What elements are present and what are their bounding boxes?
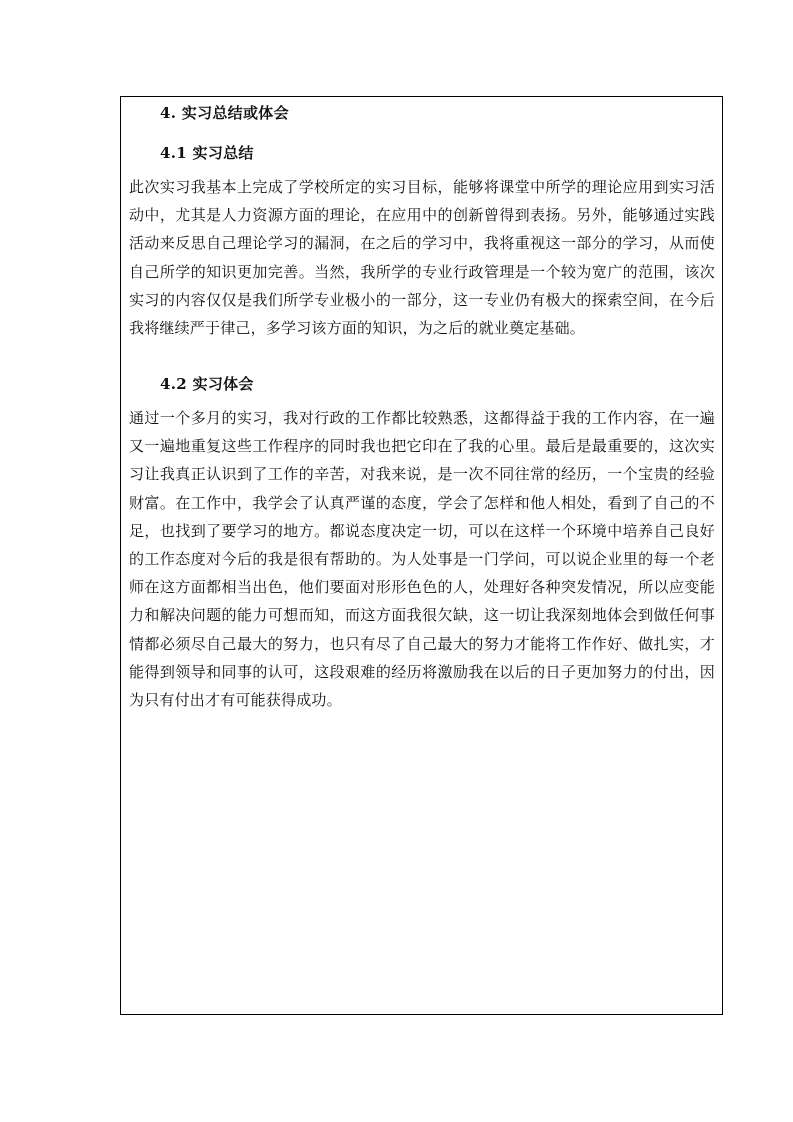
subsection-reflection-title: 4.2 实习体会 xyxy=(160,375,254,393)
subsection-summary-body: 此次实习我基本上完成了学校所定的实习目标，能够将课堂中所学的理论应用到实习活动中，尤其是人力资源方面的理论，在应用中的创新曾得到表扬。另外，能够通过实践活动来反思自己理论学习的漏洞，在之后的学习中，我将重视这一部分的学习，从而使自己所学的知识更加完善。当然，我所学的专业行政管理是一个较为宽广的范围，该次实习的内容仅仅是我们所学专业极小的一部分，这一专业仍有极大的探索空间，在今后我将继续严于律己，多学习该方面的知识，为之后的就业奠定基础。 xyxy=(129,178,715,338)
content-frame xyxy=(120,96,723,1015)
subsection-summary-title: 4.1 实习总结 xyxy=(160,144,254,162)
section-title: 4. 实习总结或体会 xyxy=(160,104,289,122)
subsection-reflection-body: 通过一个多月的实习，我对行政的工作都比较熟悉，这都得益于我的工作内容，在一遍又一遍地重复这些工作程序的同时我也把它印在了我的心里。最后是最重要的，这次实习让我真正认识到了工作的辛苦，对我来说，是一次不同往常的经历，一个宝贵的经验财富。在工作中，我学会了认真严谨的态度，学会了怎样和他人相处，看到了自己的不足，也找到了要学习的地方。都说态度决定一切，可以在这样一个环境中培养自己良好的工作态度对今后的我是很有帮助的。为人处事是一门学问，可以说企业里的每一个老师在这方面都相当出色，他们要面对形形色色的人，处理好各种突发情况，所以应变能力和解决问题的能力可想而知，而这方面我很欠缺，这一切让我深刻地体会到做任何事情都必须尽自己最大的努力，也只有尽了自己最大的努力才能将工作作好、做扎实，才能得到领导和同事的认可，这段艰难的经历将激励我在以后的日子更加努力的付出，因为只有付出才有可能获得成功。 xyxy=(129,409,715,710)
